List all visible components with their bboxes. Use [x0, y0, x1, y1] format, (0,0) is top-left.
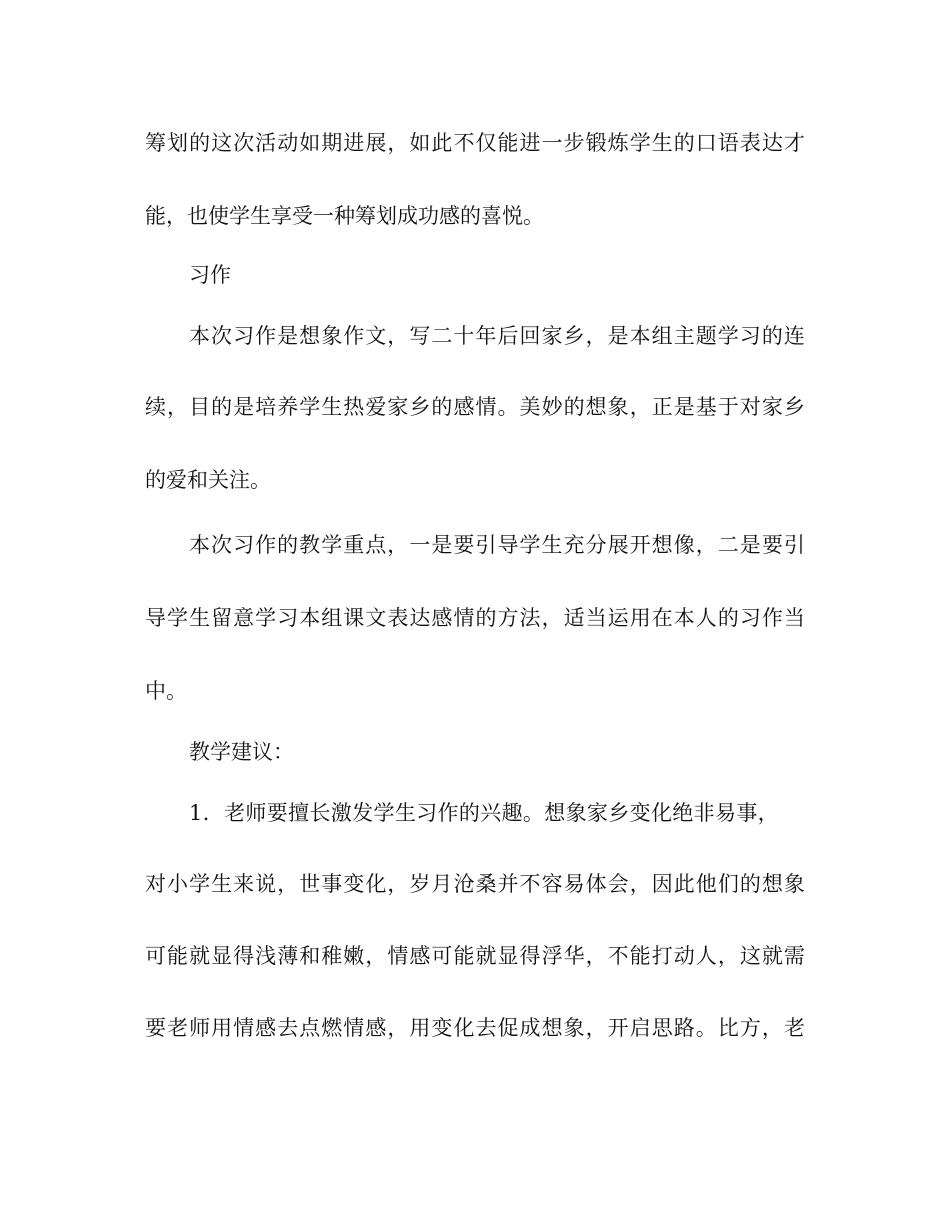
paragraph-line: 本 次 习 作 的 教 学 重 点 ， 一 是 要 引 导 学 生 充 分 展 开 想 像 ， 二 是 要 引	[189, 533, 805, 557]
paragraph-line: 续 ， 目 的 是 培 养 学 生 热 爱 家 乡 的 感 情 。 美 妙 的 想 象 ， 正 是 基 于 对 家 乡	[145, 395, 805, 419]
paragraph-line: 要 老 师 用 情 感 去 点 燃 情 感 ， 用 变 化 去 促 成 想 象 ， 开 启 思 路 。 比 方 ， 老	[145, 1016, 805, 1040]
list-item-line: 1 ． 老 师 要 擅 长 激 发 学 生 习 作 的 兴 趣 。 想 象 家 乡 变 化 绝 非 易 事 ，	[189, 801, 779, 825]
section-heading: 教学建议：	[189, 740, 294, 764]
paragraph-line: 中。	[145, 679, 187, 703]
section-heading: 习作	[189, 263, 231, 287]
paragraph-line: 能，也使学生享受一种筹划成功感的喜悦。	[145, 204, 544, 228]
paragraph-line: 导 学 生 留 意 学 习 本 组 课 文 表 达 感 情 的 方 法 ， 适 当 运 用 在 本 人 的 习 作 当	[145, 606, 805, 630]
paragraph-line: 对 小 学 生 来 说 ， 世 事 变 化 ， 岁 月 沧 桑 并 不 容 易 体 会 ， 因 此 他 们 的 想 象	[145, 872, 805, 896]
paragraph-line: 筹 划 的 这 次 活 动 如 期 进 展 ， 如 此 不 仅 能 进 一 步 锻 炼 学 生 的 口 语 表 达 才	[145, 131, 805, 155]
paragraph-line: 可 能 就 显 得 浅 薄 和 稚 嫩 ， 情 感 可 能 就 显 得 浮 华 ， 不 能 打 动 人 ， 这 就 需	[145, 944, 805, 968]
paragraph-line: 的爱和关注。	[145, 468, 271, 492]
paragraph-line: 本 次 习 作 是 想 象 作 文 ， 写 二 十 年 后 回 家 乡 ， 是 本 组 主 题 学 习 的 连	[189, 324, 805, 348]
